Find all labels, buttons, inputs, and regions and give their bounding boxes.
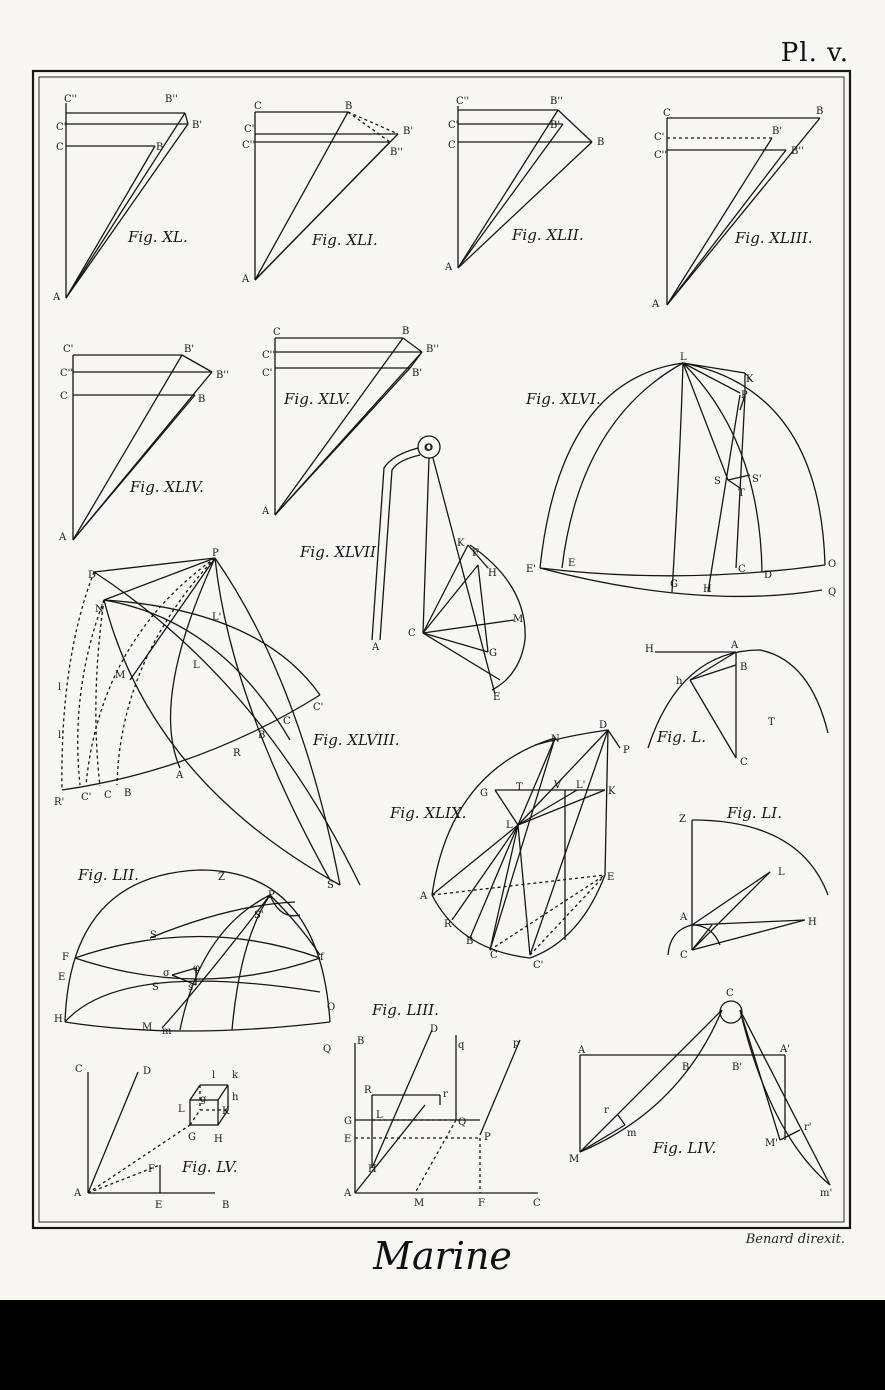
label-l: L [778,867,785,878]
label-c1-base: C' [81,792,92,803]
label-p: P [212,548,219,559]
label-l1: L' [576,780,586,791]
label-a: A [652,299,660,310]
label-d: D [88,570,97,581]
label-a: A [344,1188,352,1199]
label-b-base: B [124,788,132,799]
label-small-g: g [200,1094,207,1105]
label-h: H [808,917,817,928]
label-z: Z [679,814,686,825]
label-small-h: h [676,676,683,687]
label-c: C [663,108,671,119]
label-a: A [74,1188,82,1199]
label-c: C [273,327,281,338]
fig-xliii-diagram [651,106,823,310]
label-small-m: m [627,1128,637,1139]
label-small-r: r [604,1105,609,1116]
label-c1: C' [262,368,273,379]
fig-liii-caption: Fig. LIII. [372,1001,439,1019]
label-e: E [155,1200,163,1211]
label-a: A [59,532,67,543]
label-e: E [58,972,66,983]
label-r: R [444,919,452,930]
label-b1: B' [403,126,414,137]
stock-watermark-bar [0,1300,885,1390]
fig-l-caption: Fig. L. [657,728,707,746]
label-d: D [430,1024,439,1035]
label-t: T [516,782,523,793]
label-b: B [258,730,266,741]
label-m: M [115,670,126,681]
label-f: F [478,1198,485,1209]
label-small-p: p [513,1038,520,1049]
fig-xlii-caption: Fig. XLII. [512,226,584,244]
label-a: A [578,1045,586,1056]
label-o: O [828,559,837,570]
label-p: P [741,390,748,401]
label-c1: C' [654,132,665,143]
label-p: P [623,745,630,756]
label-g: G [480,788,488,799]
label-k: K [608,786,616,797]
fig-lv-diagram [73,1064,239,1211]
label-c: C [283,716,291,727]
label-c: C [726,988,734,999]
label-sigma: σ [163,968,170,979]
fig-xlv-diagram [261,326,439,517]
label-g: G [670,579,678,590]
label-r: R [364,1085,372,1096]
label-c2: C'' [60,368,74,379]
label-b1: B' [732,1062,743,1073]
fig-xlv-caption: Fig. XLV. [284,390,351,408]
label-c: C [448,140,456,151]
label-small-f: f [320,952,324,963]
label-l1: L' [212,612,222,623]
label-a: A [53,292,61,303]
label-l: L [506,820,513,831]
fig-lii-diagram [54,866,335,1055]
label-b: B [402,326,410,337]
label-h: H [488,568,497,579]
label-small-m: m [162,1026,172,1037]
label-b2: B'' [550,96,563,107]
label-d: D [764,570,773,581]
label-small-h: h [232,1092,239,1103]
fig-li-diagram [668,804,828,961]
label-c: C [408,628,416,639]
label-f: F [148,1164,155,1175]
label-b: B [466,936,474,947]
fig-liv-caption: Fig. LIV. [653,1139,717,1157]
label-b2: B'' [216,370,229,381]
plate-number: Pl. v. [780,38,849,68]
fig-xlvii-caption: Fig. XLVII [300,543,376,561]
label-c2: C'' [456,96,470,107]
label-b1: B' [184,344,195,355]
label-e: E [493,692,501,703]
label-t: T [768,717,775,728]
label-m1: M' [765,1138,778,1149]
label-l: L [680,352,687,363]
label-e1: E' [526,564,537,575]
label-q: Q [458,1117,467,1128]
label-g: G [344,1116,352,1127]
label-f: F [472,548,479,559]
label-b: B [198,394,206,405]
label-t: T [738,488,745,499]
label-g: G [489,648,497,659]
label-b: B [816,106,824,117]
fig-xlix-diagram [389,720,630,971]
label-h: H [368,1164,377,1175]
label-b: B [345,101,353,112]
label-h: H [645,644,654,655]
fig-xliii-caption: Fig. XLIII. [735,229,813,247]
label-s1: S' [254,910,264,921]
label-f: F [62,952,69,963]
label-c: C [254,101,262,112]
label-small-k: k [232,1070,239,1081]
label-c1: C' [56,122,67,133]
label-a: A [242,274,250,285]
label-c1: C' [448,120,459,131]
fig-lv-caption: Fig. LV. [182,1158,238,1176]
label-c1: C' [63,344,74,355]
fig-xlvi-diagram [525,352,836,598]
label-b: B [222,1200,230,1211]
label-s-upper: S [150,930,157,941]
fig-li-caption: Fig. LI. [727,804,782,822]
label-c2: C'' [262,350,276,361]
label-h: H [54,1014,63,1025]
label-e: E [344,1134,352,1145]
label-b1: B' [772,126,783,137]
label-b: B [682,1062,690,1073]
label-c: C [738,564,746,575]
label-h: H [214,1134,223,1145]
label-c: C [490,950,498,961]
label-small-r1: r' [804,1122,812,1133]
fig-xli-caption: Fig. XLI. [312,231,378,249]
label-m: M [142,1022,153,1033]
label-a: A [176,770,184,781]
label-q: Q [828,587,837,598]
label-b: B [740,662,748,673]
label-s1: S' [752,474,762,485]
label-c2: C'' [654,150,668,161]
label-m: M [414,1198,425,1209]
label-a: A [420,891,428,902]
label-p: P [268,890,275,901]
fig-xlvii-diagram [299,436,525,703]
fig-xl-diagram [52,94,202,303]
label-b1: B' [192,120,203,131]
label-h: H [703,584,712,595]
label-small-s: s [188,982,194,993]
label-p: P [484,1132,491,1143]
label-a: A [680,912,688,923]
label-m: M [513,614,524,625]
label-k: K [457,538,465,549]
label-b: B [357,1036,365,1047]
label-s-lower: S [152,982,159,993]
label-a: A [372,642,380,653]
label-g: G [188,1132,196,1143]
label-b2: B'' [390,147,403,158]
label-v: V [554,780,562,791]
fig-xliv-caption: Fig. XLIV. [130,478,204,496]
label-c-base: C [104,790,112,801]
label-z: Z [218,872,225,883]
label-r-prime: R' [54,797,65,808]
label-phi: φ [193,963,201,974]
label-o: O [424,443,433,454]
label-d: D [599,720,608,731]
label-b2: B'' [165,94,178,105]
label-k: K [746,374,754,385]
engraver-credit: Benard direxit. [745,1232,845,1247]
label-k: K [222,1106,230,1117]
label-e: E [568,558,576,569]
fig-xlix-caption: Fig. XLIX. [390,804,467,822]
label-r: R [233,748,241,759]
label-c: C [740,757,748,768]
label-c1: C' [244,124,255,135]
label-c: C [60,391,68,402]
label-b: B [597,137,605,148]
label-b2: B'' [791,146,804,157]
label-a: A [731,640,739,651]
label-small-l1: l' [58,730,64,741]
fig-xliv-diagram [58,344,229,543]
label-s: S [714,476,721,487]
label-c2: C'' [242,140,256,151]
label-m: M [569,1154,580,1165]
label-b1: B' [550,120,561,131]
label-a: A [262,506,270,517]
plate-title: Marine [373,1234,512,1278]
label-small-l: l [58,682,62,693]
label-l: L [178,1104,185,1115]
label-n: N [95,604,104,615]
label-c2: C'' [64,94,78,105]
label-c: C [75,1064,83,1075]
fig-lii-caption: Fig. LII. [78,866,139,884]
fig-liii-diagram [343,1001,541,1209]
fig-xlviii-diagram [54,548,400,891]
label-b2: B'' [426,344,439,355]
label-small-l: l [212,1070,216,1081]
label-c: C [533,1198,541,1209]
fig-liv-diagram [569,988,832,1199]
label-l: L [193,660,200,671]
fig-xlvi-caption: Fig. XLVI. [526,390,601,408]
label-o: O [327,1002,336,1013]
label-small-q: q [458,1040,465,1051]
fig-xlviii-caption: Fig. XLVIII. [313,731,400,749]
label-d: D [143,1066,152,1077]
label-c: C [56,142,64,153]
label-a: A [445,262,453,273]
fig-xlii-diagram [444,96,604,273]
label-a1: A' [780,1044,790,1055]
label-s: S [327,880,334,891]
label-b1: B' [412,368,423,379]
label-small-r: r [443,1089,448,1100]
label-n: N [551,734,560,745]
fig-xli-diagram [241,101,413,285]
label-small-m1: m' [820,1188,833,1199]
label-e: E [607,872,615,883]
label-l: L [376,1110,383,1121]
label-c1: C' [313,702,324,713]
label-c: C [680,950,688,961]
label-q: Q [323,1044,332,1055]
label-b: B [156,142,164,153]
fig-xl-caption: Fig. XL. [128,228,188,246]
label-c1: C' [533,960,544,971]
fig-l-diagram [645,640,828,768]
